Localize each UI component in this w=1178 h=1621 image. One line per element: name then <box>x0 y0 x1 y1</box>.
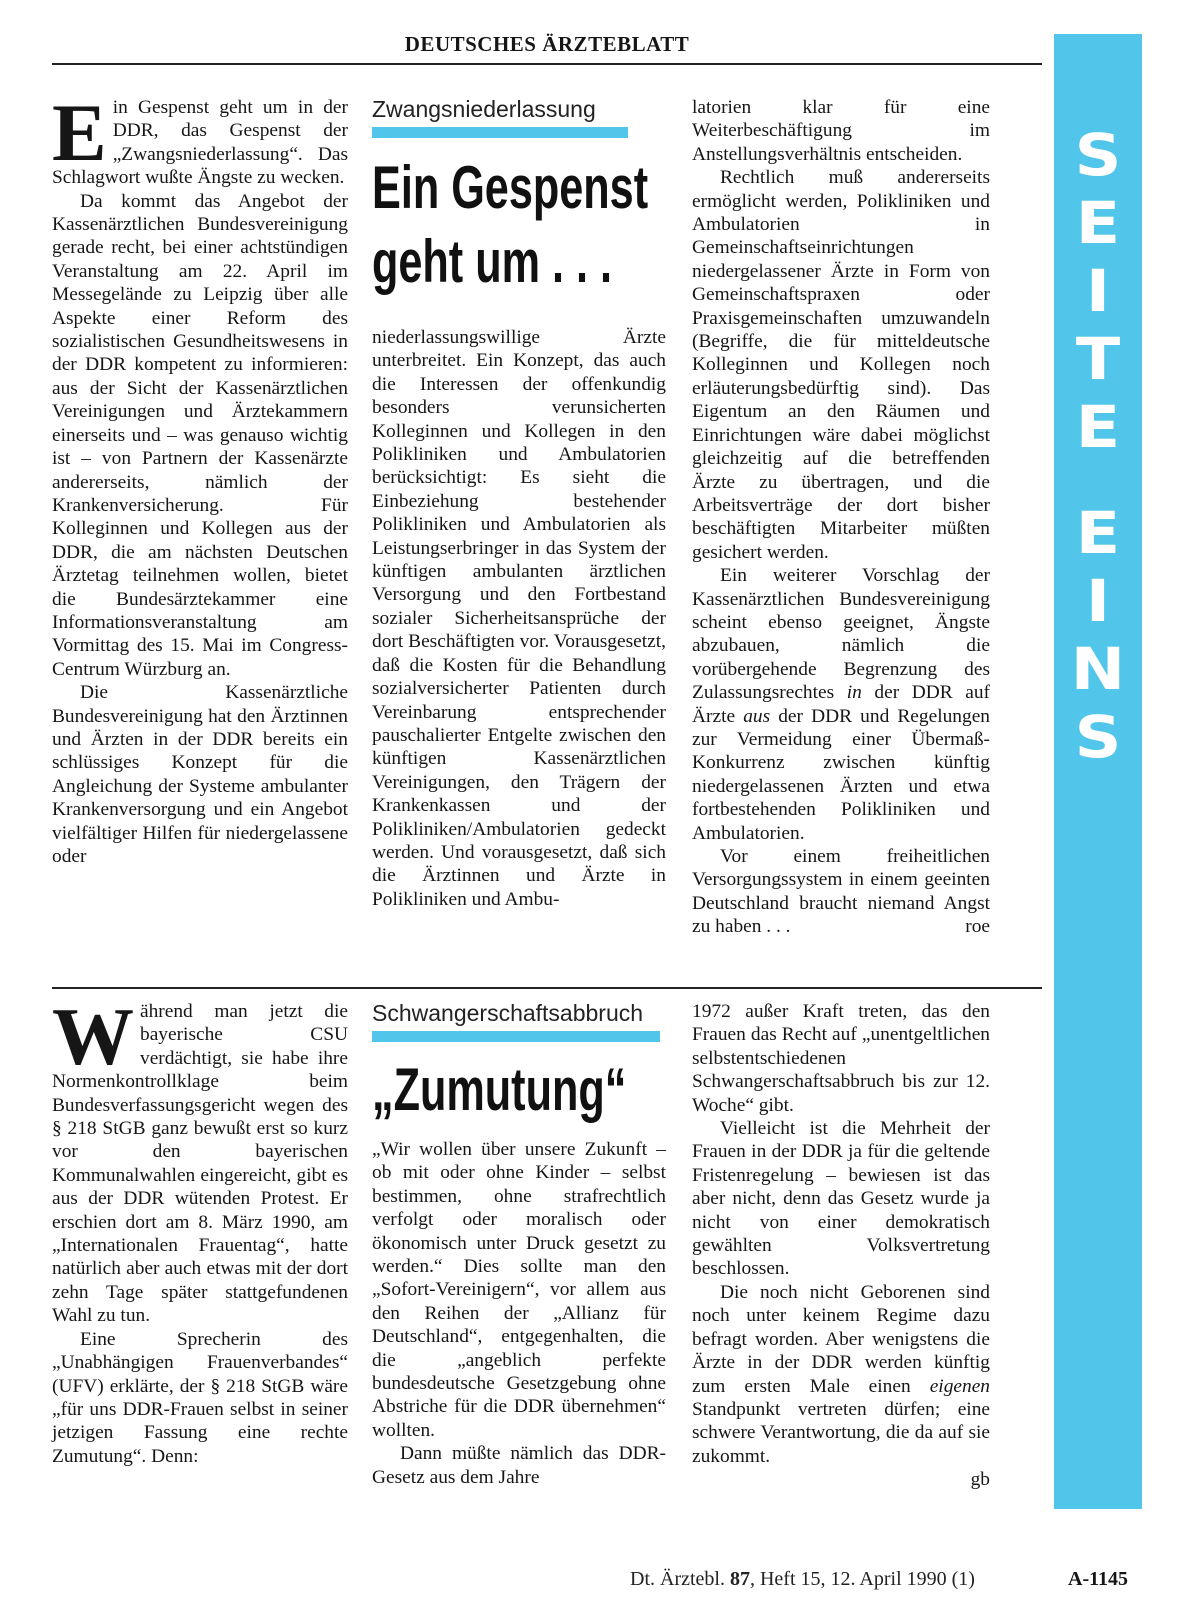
dropcap: W <box>52 991 134 1082</box>
article2-paragraph: „Wir wollen über unsere Zukunft – ob mit oder ohne Kinder – selbst bestimmen, ohne strafrechtlich verfolgt oder moralisch oder ökonomisch unter Druck gesetzt zu werden.“ Dies sollte man den „Sofort-Vereinigern“, vor allem aus den Reihen der „Allianz für Deutschland“, entgegenhalten, die die „angeblich perfekte bundesdeutsche Gesetzgebung ohne Abstriche für die DDR übernehmen“ wollten. <box>372 1139 666 1441</box>
article2-paragraph: ährend man jetzt die bayerische CSU verdächtigt, sie habe ihre Normenkontrollklage beim Bundesverfassungsgericht wegen des § 218 StGB ganz bewußt erst so kurz vor den bayerischen Kommunalwahlen eingereicht, gibt es aus der DDR wütenden Protest. Er erschien dort am 8. März 1990, am „Internationalen Frauentag“, hatte natürlich aber auch etwas mit der dort zehn Tage später stattgefundenen Wahl zu tun. <box>52 1001 348 1327</box>
article2-paragraph: Vielleicht ist die Mehrheit der Frauen in der DDR ja für die geltende Fristenregelung – bewiesen ist das aber nicht, denn das Gesetz wurde ja nicht von einer demokratisch gewählten Volksvertretung beschlossen. <box>692 1118 990 1280</box>
page-number: A-1145 <box>1068 1568 1128 1590</box>
sidebar-letter: E <box>1075 499 1121 567</box>
sidebar-letter: T <box>1075 325 1121 393</box>
article1-paragraph: Da kommt das Angebot der Kassenärztlichen Bundesvereinigung gerade recht, bei einer achtstündigen Veranstaltung am 22. April im Messegelände zu Leipzig über alle Aspekte einer Reform des sozialistischen Gesundheitswesens in der DDR kompetent zu informieren: aus der Sicht der Kassenärztlichen Vereinigungen und Ärztekammern einerseits und – was genauso wichtig ist – von Partnern der Kassenärzte andererseits, nämlich der Krankenversicherung. Für Kolleginnen und Kollegen aus der DDR, die am nächsten Deutschen Ärztetag teilnehmen wollen, bietet die Bundesärztekammer eine Informationsveranstaltung am Vormittag des 15. Mai im Congress-Centrum Würzburg an. <box>52 190 348 680</box>
article2-column-2 <box>372 1138 666 1489</box>
dropcap: E <box>52 87 107 178</box>
article2-column-1 <box>52 991 348 1468</box>
section-divider <box>52 987 1042 989</box>
footer-citation: Dt. Ärztebl. 87, Heft 15, 12. April 1990 (1) <box>630 1568 975 1590</box>
sidebar-letter: I <box>1085 567 1111 635</box>
top-rule <box>52 63 1042 65</box>
article1-column-2 <box>372 326 666 911</box>
article1-paragraph: latorien klar für eine Weiterbeschäftigung im Anstellungsverhältnis entscheiden. <box>692 97 990 165</box>
article2-paragraph: Die noch nicht Geborenen sind noch unter keinem Regime dazu befragt worden. Aber wenigstens die Ärzte in der DDR werden künftig zum ersten Male einen eigenen Standpunkt vertreten dürfen; eine schwere Verantwortung, die da auf sie zukommt. <box>692 1281 990 1467</box>
sidebar-letter: E <box>1075 189 1121 257</box>
article1-paragraph: Rechtlich muß andererseits ermöglicht werden, Polikliniken und Ambulatorien in Gemeinschaftseinrichtungen niedergelassener Ärzte in Form von Gemeinschaftspraxen oder Praxisgemeinschaften umzuwandeln (Begriffe, die für mitteldeutsche Kolleginnen und Kollegen noch erläuterungsbedürftig sind). Das Eigentum an den Räumen und Einrichtungen wäre dabei möglichst gleichzeitig auf die betreffenden Ärzte zu übertragen, und die Arbeitsverträge der dort bisher beschäftigten Mitarbeiter müßten gesichert werden. <box>692 167 990 563</box>
article1-headline-line-2: geht um . . . <box>372 228 613 295</box>
article2-headline: „Zumutung“ <box>372 1056 627 1123</box>
sidebar-letter: N <box>1070 635 1126 703</box>
article2-kicker-bar <box>372 1031 660 1042</box>
sidebar-letter: I <box>1085 257 1111 325</box>
article1-paragraph: Ein weiterer Vorschlag der Kassenärztlichen Bundesvereinigung scheint ebenso geeignet, Ängste abzubauen, nämlich die vorübergehende Begrenzung des Zulassungsrechtes in der DDR auf Ärzte aus der DDR und Regelungen zur Vermeidung einer Übermaß-Konkurrenz zwischen künftig niedergelassenen Ärzten und etwa fortbestehenden Polikliniken und Ambulatorien. <box>692 565 990 844</box>
sidebar-letter: E <box>1075 393 1121 461</box>
article2-kicker: Schwangerschaftsabbruch <box>372 1000 644 1026</box>
article1-signature: roe <box>965 916 990 938</box>
article2-paragraph: 1972 außer Kraft treten, das den Frauen das Recht auf „unentgeltlichen selbstentschiedenen Schwangerschaftsabbruch bis zur 12. Woche“ gibt. <box>692 1001 990 1116</box>
article1-paragraph: Die Kassenärztliche Bundesvereinigung hat den Ärztinnen und Ärzten in der DDR bereits ein schlüssiges Konzept für die Angleichung der Systeme ambulanter Krankenversorgung und ein Angebot vielfältiger Hilfen für niedergelassene oder <box>52 682 348 867</box>
article2-column-3 <box>692 1000 990 1492</box>
article1-headline-line-1: Ein Gespenst <box>372 154 649 221</box>
article2-signature: gb <box>970 1469 990 1491</box>
article2-paragraph: Dann müßte nämlich das DDR-Gesetz aus dem Jahre <box>372 1443 666 1488</box>
sidebar-letter: S <box>1074 121 1122 189</box>
article1-kicker: Zwangsniederlassung <box>372 96 596 122</box>
masthead: DEUTSCHES ÄRZTEBLATT <box>404 32 690 56</box>
article1-paragraph: Vor einem freiheitlichen Versorgungssystem in einem geeinten Deutschland braucht niemand Angst zu haben . . . roe <box>692 846 990 938</box>
article2-paragraph: Eine Sprecherin des „Unabhängigen Frauenverbandes“ (UFV) erklärte, der § 218 StGB wäre „für uns DDR-Frauen selbst in seiner jetzigen Fassung eine rechte Zumutung“. Denn: <box>52 1328 348 1467</box>
sidebar-letter: S <box>1074 703 1122 771</box>
article1-paragraph: in Gespenst geht um in der DDR, das Gespenst der „Zwangsniederlassung“. Das Schlagwort wußte Ängste zu wecken. <box>52 97 348 189</box>
article1-column-3 <box>692 96 990 939</box>
seite-eins-sidebar <box>1054 34 1142 1509</box>
article1-column-1 <box>52 87 348 868</box>
article1-paragraph: niederlassungswillige Ärzte unterbreitet. Ein Konzept, das auch die Interessen der offenkundig besonders verunsicherten Kolleginnen und Kollegen in den Polikliniken und Ambulatorien berücksichtigt: Es sieht die Einbeziehung bestehender Polikliniken und Ambulatorien als Leistungserbringer in das System der künftigen ambulanten ärztlichen Versorgung und den Fortbestand sozialer Sicherheitsansprüche der dort Beschäftigten vor. Vorausgesetzt, daß die Kosten für die Behandlung sozialversicherter Patienten durch Vereinbarung entsprechender pauschalierter Entgelte zwischen den künftigen Kassenärztlichen Vereinigungen, den Trägern der Krankenkassen und der Polikliniken/Ambulatorien gedeckt werden. Und vorausgesetzt, daß sich die Ärztinnen und Ärzte in Polikliniken und Ambu- <box>372 327 666 910</box>
article1-kicker-bar <box>372 127 628 138</box>
